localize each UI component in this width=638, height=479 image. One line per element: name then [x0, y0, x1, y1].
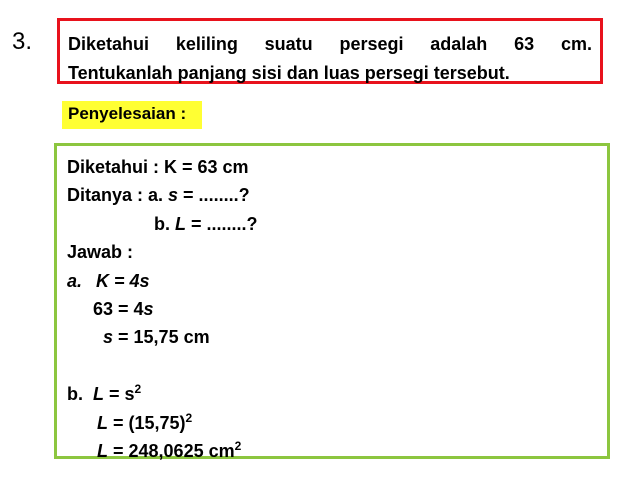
part-a-eq2-var: s — [143, 298, 154, 319]
question-word: cm. — [560, 34, 592, 54]
part-b-eq1-rest: = s — [104, 384, 135, 405]
part-a-eq3 — [67, 323, 607, 351]
asked-b-var: L — [175, 213, 186, 234]
asked-line-a — [67, 181, 607, 209]
part-b-label: b. — [67, 384, 93, 405]
question-word: 63 — [514, 34, 535, 54]
part-b-eq2-exp: 2 — [185, 410, 193, 425]
part-b-eq2-rest: = (15,75) — [108, 412, 186, 433]
asked-b-rest: = ........? — [186, 213, 258, 234]
answer-box — [54, 143, 610, 459]
given-line: Diketahui : K = 63 cm — [67, 157, 249, 177]
part-a-label: a. — [67, 270, 83, 291]
question-word: keliling — [175, 34, 238, 54]
asked-b-prefix: b. — [154, 213, 175, 234]
solution-label: Penyelesaian : — [62, 101, 202, 129]
asked-a-var: s — [168, 185, 179, 206]
question-line-1 — [68, 30, 592, 59]
asked-a-rest: = ........? — [178, 185, 250, 206]
part-a-equation-1: K = 4s — [96, 270, 150, 291]
part-b-eq3 — [67, 437, 607, 465]
question-line-2: Tentukanlah panjang sisi dan luas persegi tersebut. — [68, 63, 510, 83]
part-b-eq3-exp: 2 — [234, 438, 242, 453]
question-box — [57, 18, 603, 84]
blank-line — [67, 352, 607, 380]
part-b-eq2 — [67, 409, 607, 437]
part-b-eq3-rest: = 248,0625 cm — [108, 440, 235, 461]
asked-prefix: Ditanya : a. — [67, 185, 169, 206]
part-b-eq1 — [67, 380, 607, 408]
question-word: suatu — [264, 34, 313, 54]
part-b-eq1-exp: 2 — [134, 382, 142, 397]
problem-number: 3. — [12, 28, 33, 55]
part-b-eq3-var: L — [97, 440, 108, 461]
part-a-eq2 — [67, 295, 607, 323]
asked-line-b — [67, 210, 607, 238]
question-word: Diketahui — [68, 34, 150, 54]
part-a-eq2-left: 63 = 4 — [93, 298, 144, 319]
part-a-eq3-var: s — [103, 327, 114, 348]
answer-heading: Jawab : — [67, 242, 134, 263]
question-word: persegi — [339, 34, 404, 54]
part-b-eq2-var: L — [97, 412, 108, 433]
question-word: adalah — [430, 34, 488, 54]
part-a-eq1 — [67, 267, 607, 295]
part-b-eq1-var: L — [93, 384, 104, 405]
part-a-eq3-rest: = 15,75 cm — [113, 327, 210, 348]
